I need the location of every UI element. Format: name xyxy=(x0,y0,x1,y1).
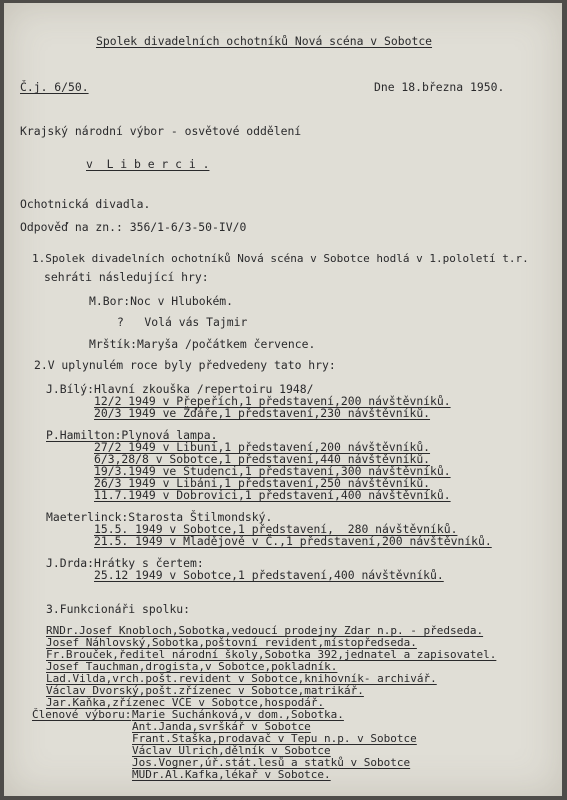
section-1-line-2: sehráti následující hry: xyxy=(44,270,209,284)
members-label: Členové výboru: xyxy=(32,708,132,721)
member-row: Frant.Staška,prodavač v Tepu n.p. v Sobotce xyxy=(132,732,417,745)
performance-row: 20/3 1949 ve Žďáře,1 představení,230 návštěvníků. xyxy=(94,406,431,420)
performance-row: 21.5. 1949 v Mladějově v Č.,1 představení,200 návštěvníků. xyxy=(94,534,492,548)
officer-row: Václav Dvorský,pošt.zřízenec v Sobotce,matrikář. xyxy=(46,684,364,697)
member-row: Ant.Janda,svrškář v Sobotce xyxy=(132,720,311,733)
officer-row: Jar.Kaňka,zřízenec VČE v Sobotce,hospodář. xyxy=(46,696,325,709)
subject-title: Ochotnická divadla. xyxy=(20,197,151,211)
planned-play: Mrštík:Maryša /počátkem července. xyxy=(89,337,316,351)
play-title: J.Bílý:Hlavní zkouška /repertoiru 1948/ xyxy=(46,382,314,396)
performance-row: 25.12 1949 v Sobotce,1 představení,400 návštěvníků. xyxy=(94,568,444,582)
document-page xyxy=(4,3,562,796)
section-3-title: 3.Funkcionáři spolku: xyxy=(46,602,191,616)
performance-row: 12/2 1949 v Přepeřích,1 představení,200 návštěvníků. xyxy=(94,394,451,408)
recipient-line-1: Krajský národní výbor - osvětové oddělení xyxy=(20,124,302,138)
society-heading: Spolek divadelních ochotníků Nová scéna v Sobotce xyxy=(96,34,433,48)
play-title: J.Drda:Hrátky s čertem: xyxy=(46,556,204,570)
section-1-line-1: 1.Spolek divadelních ochotníků Nová scéna v Sobotce hodlá v 1.pololetí t.r. xyxy=(32,252,529,265)
planned-play: ? Volá vás Tajmir xyxy=(117,315,248,329)
reply-reference: Odpověď na zn.: 356/1-6/3-50-IV/0 xyxy=(20,220,247,234)
member-row: Václav Ulrich,dělník v Sobotce xyxy=(132,744,331,757)
section-2-intro: 2.V uplynulém roce byly předvedeny tato hry: xyxy=(34,358,336,372)
officer-row: Josef Náhlovský,Sobotka,poštovní revident,místopředseda. xyxy=(46,636,417,649)
play-title: Maeterlinck:Starosta Štilmondský. xyxy=(46,510,273,524)
member-row: Marie Suchánková,v dom.,Sobotka. xyxy=(132,708,344,721)
officer-row: Lad.Vilda,vrch.pošt.revident v Sobotce,knihovník- archivář. xyxy=(46,672,437,685)
officer-row: Josef Tauchman,drogista,v Sobotce,pokladník. xyxy=(46,660,338,673)
play-title: P.Hamilton:Plynová lampa. xyxy=(46,428,218,442)
letter-date: Dne 18.března 1950. xyxy=(374,80,505,94)
performance-row: 26/3 1949 v Libáni,1 představení,250 návštěvníků. xyxy=(94,476,431,490)
member-row: Jos.Vogner,úř.stát.lesů a statků v Sobotce xyxy=(132,756,411,769)
planned-play: M.Bor:Noc v Hlubokém. xyxy=(89,294,234,308)
reference-number: Č.j. 6/50. xyxy=(20,80,89,94)
performance-row: 27/2 1949 v Libuni,1 představení,200 návštěvníků. xyxy=(94,440,431,454)
officer-row: Fr.Brouček,ředitel národní školy,Sobotka 392,jednatel a zapisovatel. xyxy=(46,648,497,661)
recipient-line-2: v L i b e r c i . xyxy=(86,157,210,171)
performance-row: 19/3.1949 ve Studenci,1 představení,300 návštěvníků. xyxy=(94,464,451,478)
officer-row: RNDr.Josef Knobloch,Sobotka,vedoucí prodejny Zdar n.p. - předseda. xyxy=(46,624,484,637)
performance-row: 11.7.1949 v Dobrovici,1 představení,400 návštěvníků. xyxy=(94,488,451,502)
member-row: MUDr.Al.Kafka,lékař v Sobotce. xyxy=(132,768,331,781)
performance-row: 15.5. 1949 v Sobotce,1 představení, 280 návštěvníků. xyxy=(94,522,458,536)
performance-row: 6/3,28/8 v Sobotce,1 představení,440 návštěvníků. xyxy=(94,452,431,466)
